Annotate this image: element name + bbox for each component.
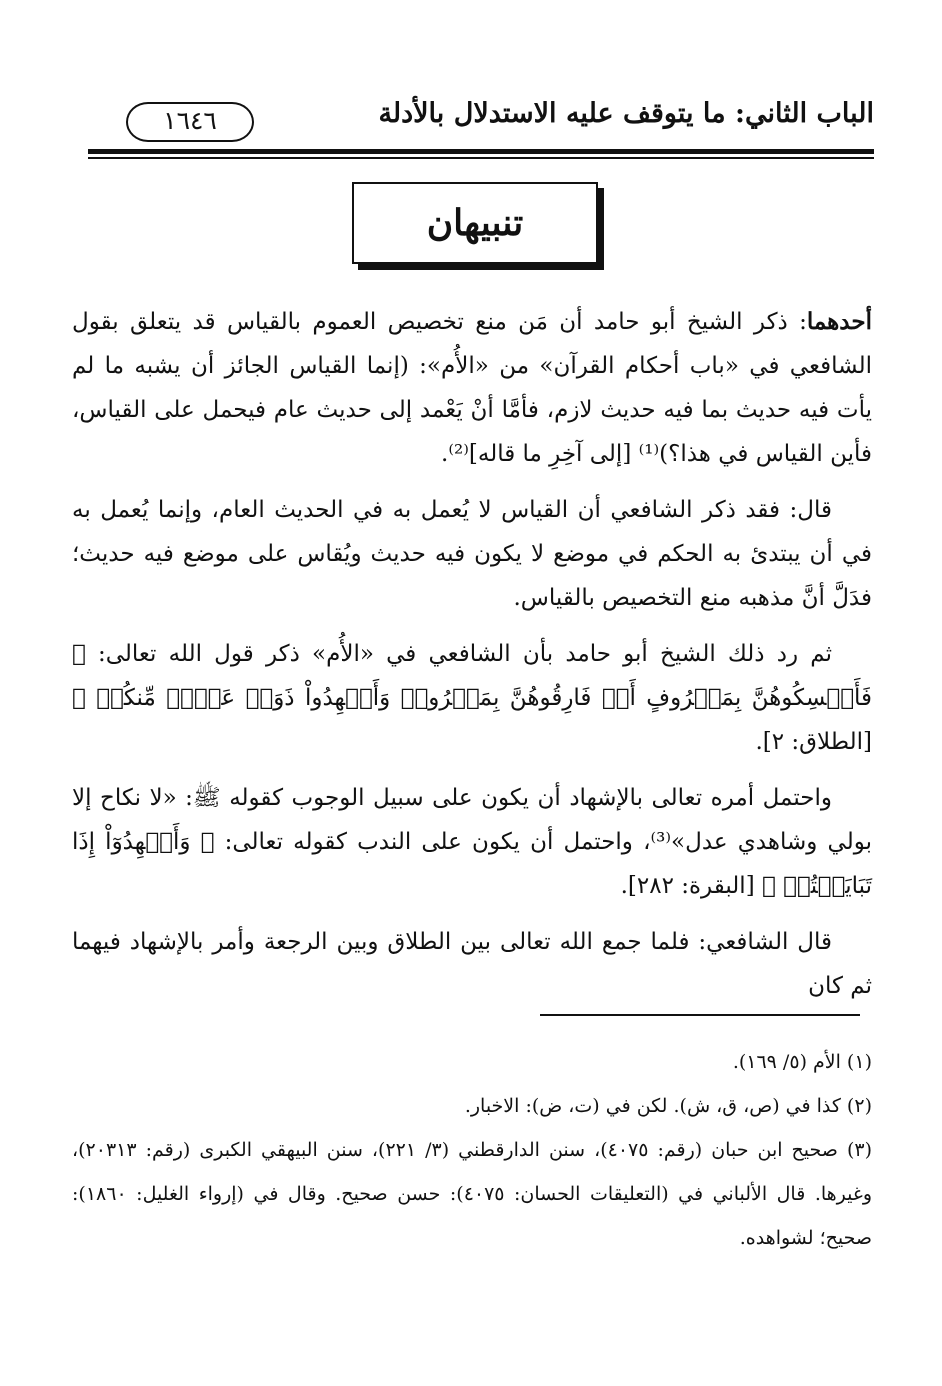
footnote-1: (١) الأم (٥/ ١٦٩).: [732, 1051, 872, 1073]
paragraph-3: ثم رد ذلك الشيخ أبو حامد بأن الشافعي في «الأُم» ذكر قول الله تعالى: ﴿ فَأَمۡسِكُوهُنَّ بِمَعۡرُوفٍ أَوۡ فَارِقُوهُنَّ بِمَعۡرُوفٖ وَأَشۡهِدُواْ ذَوَيۡ عَدۡلٖ مِّنكُمۡ ﴾ [الطلاق: ٢].: [72, 641, 872, 755]
running-header: [88, 96, 874, 156]
header-rule-thick: [88, 149, 874, 154]
page-number-badge: ١٦٤٦: [126, 102, 254, 142]
paragraph-5: قال الشافعي: فلما جمع الله تعالى بين الطلاق وبين الرجعة وأمر بالإشهاد فيهما ثم كان: [72, 929, 872, 999]
footnotes: [72, 1040, 872, 1260]
footnote-separator: [540, 1014, 860, 1016]
footnote-2: (٢) كذا في (ص، ق، ش). لكن في (ت، ض): الاخبار.: [464, 1095, 872, 1117]
paragraph-1: [72, 300, 872, 476]
header-rule-thin: [88, 157, 874, 159]
main-text: [72, 300, 872, 1020]
paragraph-4: واحتمل أمره تعالى بالإشهاد أن يكون على سبيل الوجوب كقوله ﷺ: «لا نكاح إلا بولي وشاهدي عدل»⁽³⁾، واحتمل أن يكون على الندب كقوله تعالى: ﴿ وَأَشۡهِدُوٓاْ إِذَا تَبَايَعۡتُمۡ ﴾ [البقرة: ٢٨٢].: [72, 785, 872, 899]
paragraph-2: قال: فقد ذكر الشافعي أن القياس لا يُعمل به في الحديث العام، وإنما يُعمل به في أن يبتدئ به الحكم في موضع لا يكون فيه حديث ويُقاس على موضع فيه حديث؛ فدَلَّ أنَّ مذهبه منع التخصيص بالقياس.: [72, 497, 872, 611]
header-title: الباب الثاني: ما يتوقف عليه الاستدلال بالأدلة: [378, 98, 874, 129]
footnote-3: (٣) صحيح ابن حبان (رقم: ٤٠٧٥)، سنن الدارقطني (٣/ ٢٢١)، سنن البيهقي الكبرى (رقم: ٢٠٣١٣)، وغيرها. قال الألباني في (التعليقات الحسان: ٤٠٧٥): حسن صحيح. وقال في (إرواء الغليل: ١٨٦٠): صحيح؛ لشواهده.: [72, 1139, 872, 1249]
section-title: تنبيهان: [352, 182, 598, 264]
paragraph-1-body: : ذكر الشيخ أبو حامد أن مَن منع تخصيص العموم بالقياس قد يتعلق بقول الشافعي في «باب أحكام القرآن» من «الأُم»: (إنما القياس الجائز أن يشبه ما لم يأت فيه حديث بما فيه حديث لازم، فأمَّا أنْ يَعْمد إلى حديث عام فيحمل على القياس، فأين القياس في هذا؟)⁽¹⁾ [إلى آخِرِ ما قاله]⁽²⁾.: [72, 309, 872, 467]
paragraph-1-lead: أحدهما: [806, 308, 872, 335]
